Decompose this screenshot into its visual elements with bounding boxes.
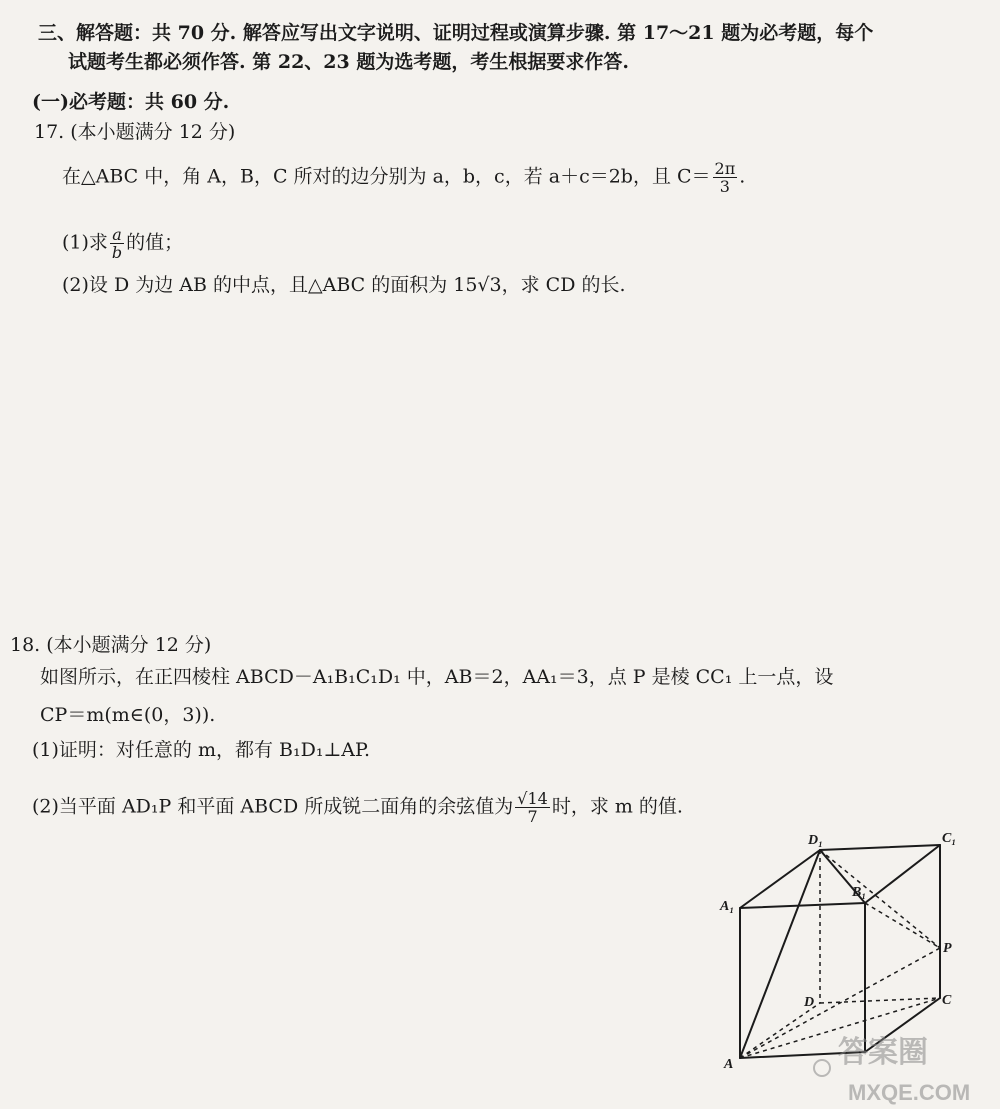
q18-part2-fraction [515,790,550,825]
q17-stem-prefix: 在△ABC 中，角 A，B，C 所对的边分别为 a，b，c，若 a＋c＝2b，且 C＝ [62,165,711,188]
label-c: C [942,993,952,1008]
q17-part1-frac-den: b [111,243,123,262]
edge-b1-c1 [865,845,940,903]
q18-part2-prefix: (2)当平面 AD₁P 和平面 ABCD 所成锐二面角的余弦值为 [32,795,514,818]
label-d: D [804,995,815,1010]
q17-stem-frac-num: 2π [714,159,736,178]
label-b1: B₁ [852,885,867,900]
q17-part1-fraction [110,226,124,261]
q18-part2-frac-num: √14 [517,789,548,808]
q18-title: 18. (本小题满分 12 分) [10,634,212,656]
edge-c1-d1 [820,845,940,850]
q18-part2-frac-den: 7 [527,807,538,826]
watermark-stamp: 答案圈 [838,1036,928,1069]
q17-stem-suffix: . [739,165,746,188]
q17-title: 17. (本小题满分 12 分) [34,121,236,143]
q18-part1: (1)证明：对任意的 m，都有 B₁D₁⊥AP. [32,739,371,761]
q17-stem [62,160,745,195]
q18-stem-line1: 如图所示，在正四棱柱 ABCD－A₁B₁C₁D₁ 中，AB＝2，AA₁＝3，点 P 是棱 CC₁ 上一点，设 [40,666,834,688]
q17-part1-prefix: (1)求 [62,231,108,254]
label-a1: A₁ [720,899,735,914]
q17-part1 [62,226,183,261]
q17-stem-fraction [713,160,738,195]
q18-part2-suffix: 时，求 m 的值. [551,795,683,818]
q17-part2: (2)设 D 为边 AB 的中点，且△ABC 的面积为 15√3，求 CD 的长. [62,274,626,296]
q18-stem-line2: CP＝m(m∈(0，3)). [40,704,216,726]
watermark-text: MXQE.COM [848,1080,971,1105]
label-c1: C₁ [942,831,957,846]
q17-stem-frac-den: 3 [719,177,730,196]
q18-part2 [32,790,683,825]
section-subheading: (一)必考题：共 60 分. [32,91,230,113]
hidden-segment-b1-p [865,903,940,948]
section-instructions-line1: 三、解答题：共 70 分. 解答应写出文字说明、证明过程或演算步骤. 第 17～21 题为必考题，每个 [38,22,874,44]
site-watermark [808,1018,998,1106]
hidden-edge-d-c [820,998,940,1003]
label-p: P [943,941,952,956]
watermark-wechat-icon [814,1060,830,1076]
label-a: A [724,1057,734,1072]
q17-part1-suffix: 的值； [126,231,184,254]
label-d1: D₁ [808,833,823,848]
edge-a1-b1 [740,903,865,908]
section-instructions-line2: 试题考生都必须作答. 第 22、23 题为选考题，考生根据要求作答. [68,51,629,73]
q17-part1-frac-num: a [110,226,124,244]
hidden-segment-d1-p [820,850,940,948]
